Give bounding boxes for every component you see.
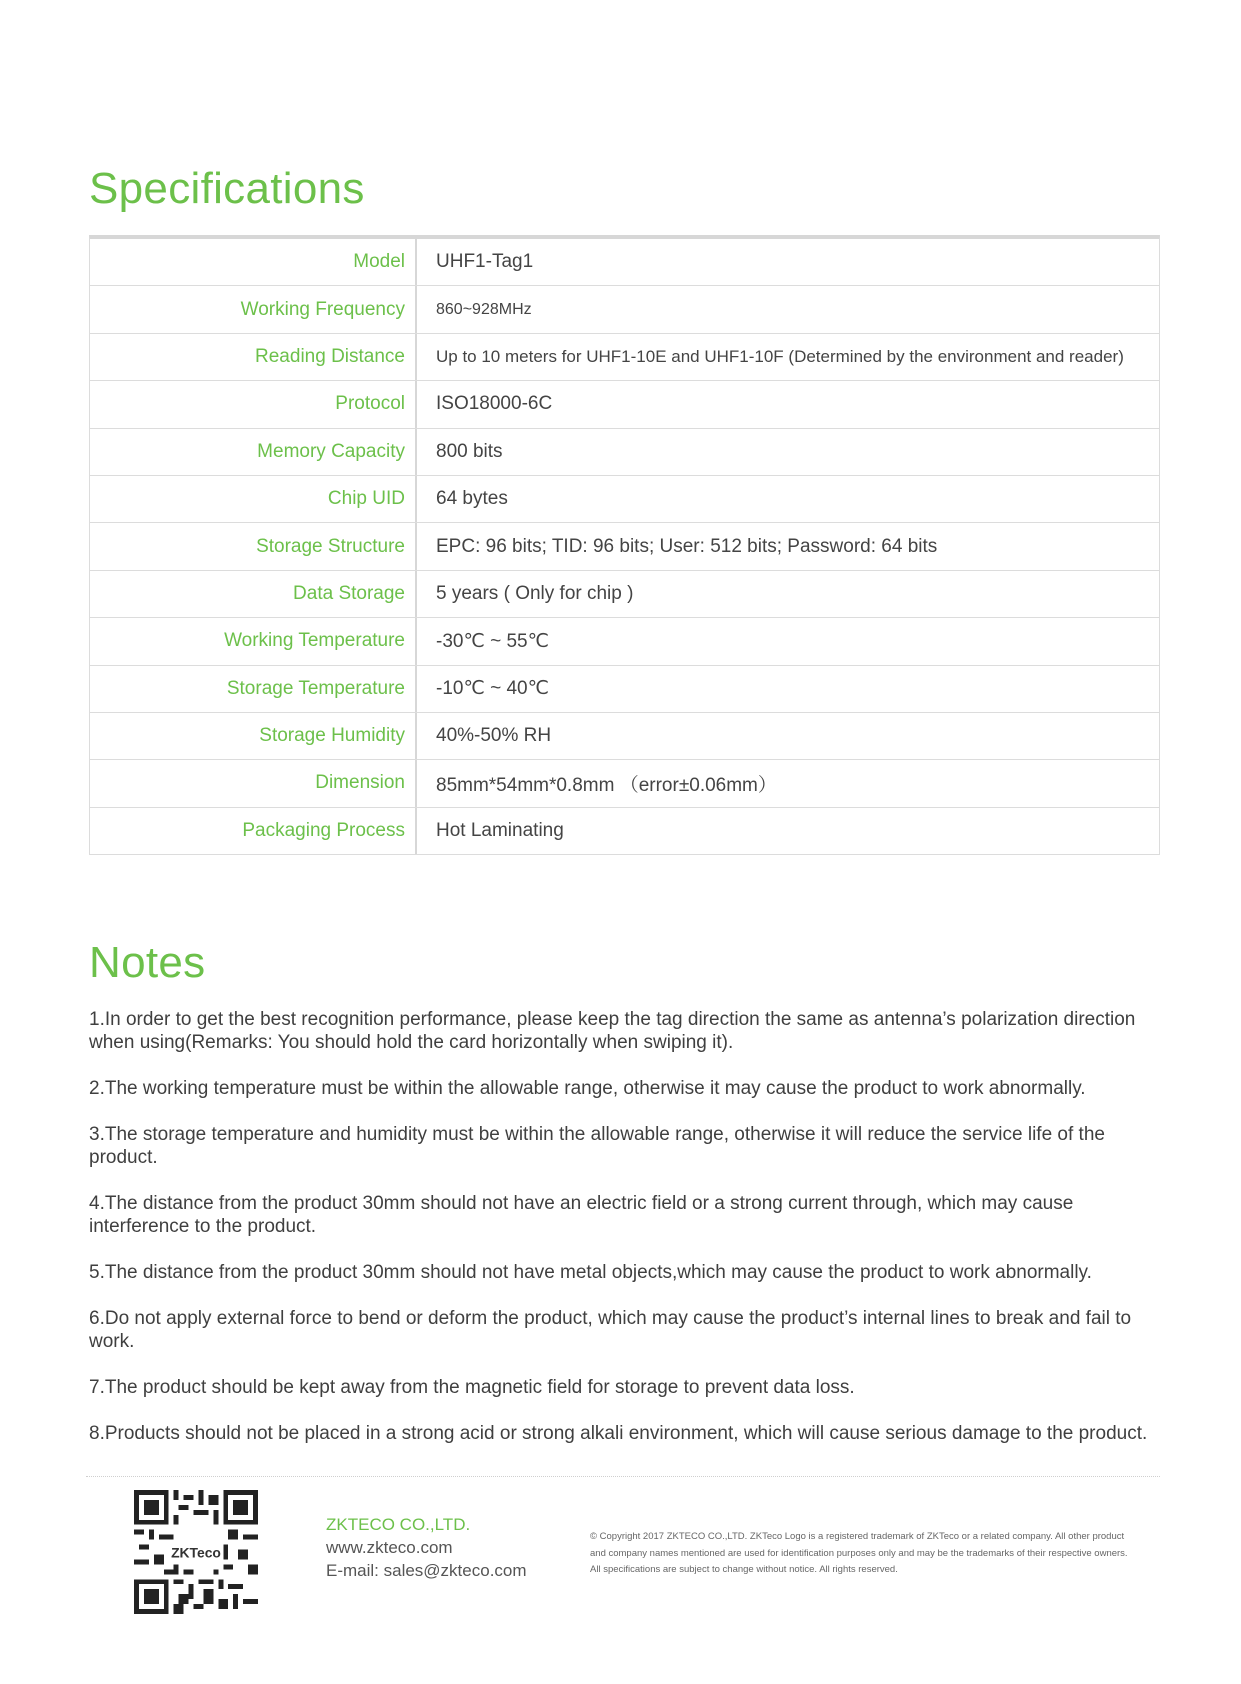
spec-row-reading-distance <box>90 334 1159 381</box>
note-item: 5.The distance from the product 30mm should not have metal objects,which may cause the product to work abnormally. <box>89 1262 1092 1283</box>
company-info <box>326 1513 527 1582</box>
spec-label: Protocol <box>90 381 417 427</box>
spec-label: Storage Structure <box>90 523 417 569</box>
spec-row-storage-structure <box>90 523 1159 570</box>
spec-value: UHF1-Tag1 <box>436 251 534 273</box>
spec-row-protocol <box>90 381 1159 428</box>
spec-label: Storage Temperature <box>90 666 417 712</box>
notes-title: Notes <box>89 938 206 987</box>
spec-value: EPC: 96 bits; TID: 96 bits; User: 512 bits; Password: 64 bits <box>436 535 938 557</box>
spec-value: Hot Laminating <box>436 819 564 841</box>
spec-label: Chip UID <box>90 476 417 522</box>
spec-label: Model <box>90 239 417 285</box>
spec-value: -30℃ ~ 55℃ <box>436 630 549 652</box>
spec-value: ISO18000-6C <box>436 393 553 415</box>
spec-row-dimension <box>90 760 1159 807</box>
spec-row-chip-uid <box>90 476 1159 523</box>
footer-divider <box>86 1476 1160 1477</box>
spec-row-memory-capacity <box>90 429 1159 476</box>
note-item: 7.The product should be kept away from the magnetic field for storage to prevent data loss. <box>89 1377 855 1398</box>
spec-value: -10℃ ~ 40℃ <box>436 678 549 700</box>
qr-logo: ZKTeco <box>171 1544 221 1561</box>
spec-value: Up to 10 meters for UHF1-10E and UHF1-10F (Determined by the environment and reader) <box>436 346 1124 366</box>
spec-row-working-frequency <box>90 286 1159 333</box>
notes-list <box>89 1008 1164 1468</box>
company-name: ZKTECO CO.,LTD. <box>326 1515 471 1534</box>
note-item: 4.The distance from the product 30mm should not have an electric field or a strong current through, which may cause interference to the product. <box>89 1193 1074 1237</box>
spec-value: 85mm*54mm*0.8mm （error±0.06mm） <box>436 774 777 796</box>
spec-value: 64 bytes <box>436 488 508 510</box>
spec-label: Packaging Process <box>90 808 417 854</box>
note-item: 1.In order to get the best recognition performance, please keep the tag direction the same as antenna’s polarization direction when using(Remarks: You should hold the card horizontally when swiping it). <box>89 1009 1136 1053</box>
copyright-notice: © Copyright 2017 ZKTECO CO.,LTD. ZKTeco Logo is a registered trademark of ZKTeco or a related company. All other product and company names mentioned are used for identification purposes only and may be the trademarks of their respective owners. All specifications are subject to change without notice. All rights reserved. <box>590 1531 1128 1575</box>
spec-label: Working Temperature <box>90 618 417 664</box>
specifications-table <box>89 235 1160 855</box>
spec-label: Working Frequency <box>90 286 417 332</box>
spec-label: Memory Capacity <box>90 429 417 475</box>
note-item: 6.Do not apply external force to bend or deform the product, which may cause the product’s internal lines to break and fail to work. <box>89 1308 1132 1352</box>
company-email[interactable]: E-mail: sales@zkteco.com <box>326 1561 527 1580</box>
spec-label: Reading Distance <box>90 334 417 380</box>
spec-row-packaging-process <box>90 808 1159 855</box>
specifications-title: Specifications <box>89 164 365 213</box>
spec-label: Dimension <box>90 760 417 806</box>
note-item: 8.Products should not be placed in a strong acid or strong alkali environment, which will cause serious damage to the product. <box>89 1423 1148 1444</box>
spec-row-storage-humidity <box>90 713 1159 760</box>
spec-value: 800 bits <box>436 440 503 462</box>
spec-label: Storage Humidity <box>90 713 417 759</box>
note-item: 3.The storage temperature and humidity must be within the allowable range, otherwise it will reduce the service life of the product. <box>89 1124 1105 1168</box>
spec-value: 860~928MHz <box>436 300 532 318</box>
spec-row-data-storage <box>90 571 1159 618</box>
spec-value: 5 years ( Only for chip ) <box>436 582 634 604</box>
spec-label: Data Storage <box>90 571 417 617</box>
spec-row-model <box>90 239 1159 286</box>
spec-row-working-temperature <box>90 618 1159 665</box>
note-item: 2.The working temperature must be within the allowable range, otherwise it may cause the product to work abnormally. <box>89 1078 1086 1099</box>
qr-code <box>134 1490 258 1614</box>
spec-value: 40%-50% RH <box>436 725 552 747</box>
spec-row-storage-temperature <box>90 666 1159 713</box>
company-website[interactable]: www.zkteco.com <box>326 1538 453 1557</box>
